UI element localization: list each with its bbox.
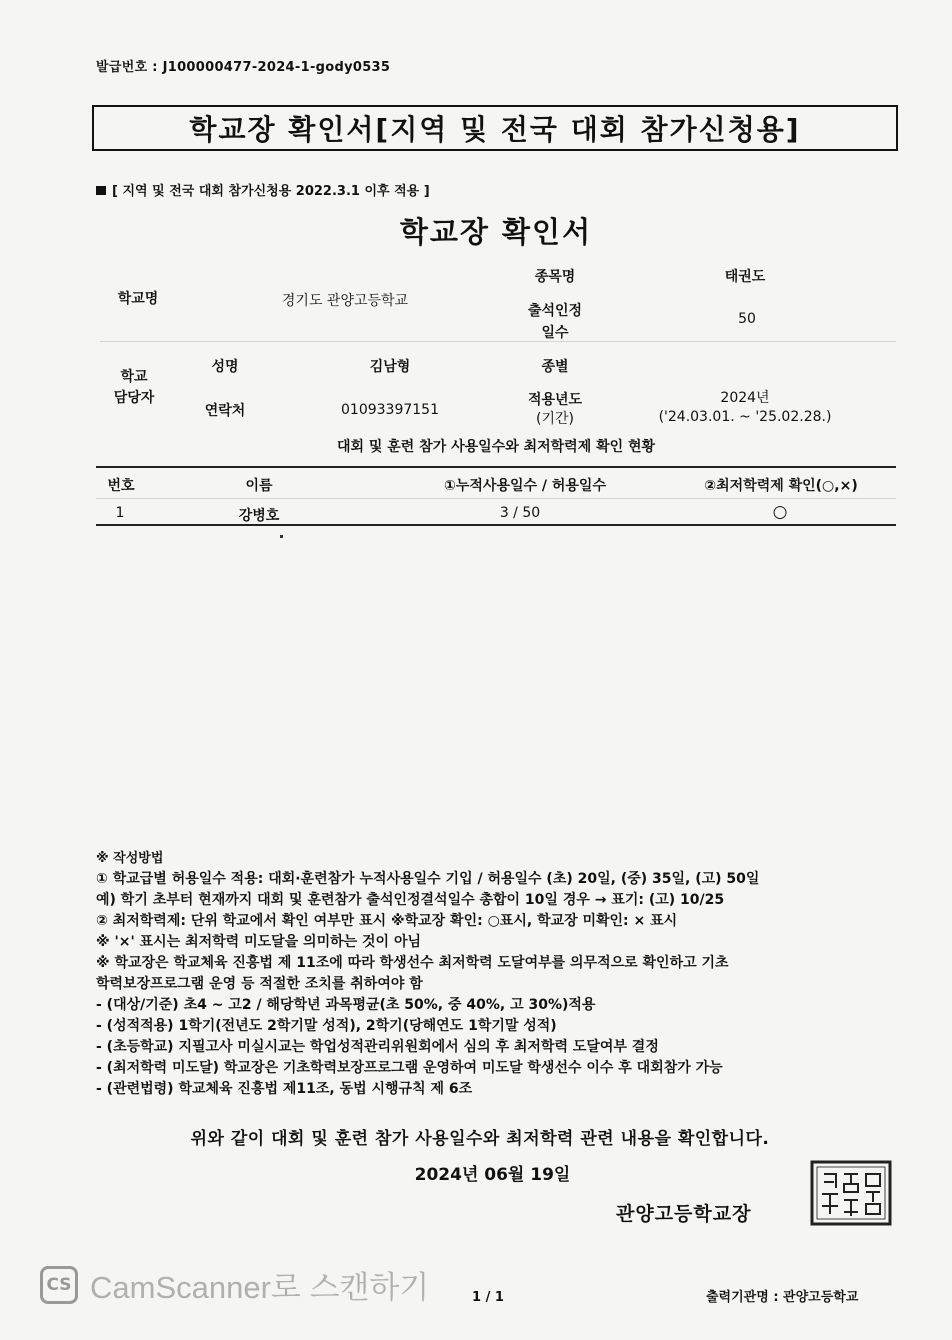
contact-value: 01093397151 xyxy=(341,402,439,418)
year-value: 2024년 xyxy=(720,390,770,406)
printer-label: 출력기관명 : 관양고등학교 xyxy=(706,1290,859,1305)
school-label: 학교명 xyxy=(117,291,159,307)
year-label-1: 적용년도 xyxy=(527,392,583,408)
table-top-rule xyxy=(96,466,896,468)
square-bullet-icon xyxy=(96,186,106,195)
note-line: - (초등학교) 지필고사 미실시교는 학업성적관리위원회에서 심의 후 최저학력 도달여부 결정 xyxy=(96,1039,659,1055)
year-label-2: (기간) xyxy=(536,411,574,427)
table-header-number: 번호 xyxy=(107,478,135,494)
note-line: - (대상/기준) 초4 ~ 고2 / 해당학년 과목평균(초 50%, 중 40%, 고 30%)적용 xyxy=(96,997,596,1013)
name-label: 성명 xyxy=(211,359,239,375)
subnote-text: [ 지역 및 전국 대회 참가신청용 2022.3.1 이후 적용 ] xyxy=(112,184,430,199)
divider xyxy=(100,341,896,342)
table-heading: 대회 및 훈련 참가 사용일수와 최저학력제 확인 현황 xyxy=(336,439,656,455)
table-row-name: 강병호 xyxy=(238,508,280,524)
camscanner-logo-icon: CS xyxy=(40,1266,78,1304)
name-value: 김남형 xyxy=(369,359,411,375)
note-line: ※ 작성방법 xyxy=(96,851,164,866)
event-label: 종별 xyxy=(541,359,569,375)
attendance-label-2: 일수 xyxy=(541,325,569,341)
school-value: 경기도 관양고등학교 xyxy=(281,293,409,309)
table-header-rule xyxy=(96,498,896,499)
table-row-number: 1 xyxy=(115,505,125,521)
note-line: - (관련법령) 학교체육 진흥법 제11조, 동법 시행규칙 제 6조 xyxy=(96,1081,473,1097)
box-title: 학교장 확인서[지역 및 전국 대회 참가신청용] xyxy=(92,105,898,151)
period-value: ('24.03.01. ~ '25.02.28.) xyxy=(658,409,832,425)
subnote xyxy=(96,180,430,199)
table-header-days: ①누적사용일수 / 허용일수 xyxy=(444,478,606,494)
note-line: 예) 학기 초부터 현재까지 대회 및 훈련참가 출석인정결석일수 총합이 10일 경우 → 표기: (고) 10/25 xyxy=(96,892,725,908)
note-line: ① 학교급별 허용일수 적용: 대회·훈련참가 누적사용일수 기입 / 허용일수 (초) 20일, (중) 35일, (고) 50일 xyxy=(96,871,760,887)
attendance-label-1: 출석인정 xyxy=(527,303,583,319)
page-indicator: 1 / 1 xyxy=(472,1290,504,1305)
contact-label: 연락처 xyxy=(204,403,246,419)
camscanner-watermark xyxy=(40,1262,429,1307)
document-title: 학교장 확인서 xyxy=(399,215,593,249)
manager-label-2: 담당자 xyxy=(113,390,155,406)
note-line: ※ '×' 표시는 최저학력 미도달을 의미하는 것이 아님 xyxy=(96,934,421,950)
sport-label: 종목명 xyxy=(534,269,576,285)
issue-number: 발급번호 : J100000477-2024-1-gody0535 xyxy=(96,60,391,75)
table-row-academic: ○ xyxy=(772,502,788,522)
table-row-days: 3 / 50 xyxy=(499,505,541,521)
attendance-value: 50 xyxy=(738,311,756,327)
issue-date: 2024년 06월 19일 xyxy=(414,1165,571,1185)
table-bottom-rule xyxy=(96,524,896,526)
speck xyxy=(280,535,283,538)
principal-name: 관양고등학교장 xyxy=(616,1203,752,1225)
sport-value: 태권도 xyxy=(724,269,766,285)
note-line: ※ 학교장은 학교체육 진흥법 제 11조에 따라 학생선수 최저학력 도달여부를 의무적으로 확인하고 기초 xyxy=(96,955,729,971)
camscanner-text: CamScanner로 스캔하기 xyxy=(90,1270,430,1305)
official-seal-icon xyxy=(810,1160,892,1226)
note-line: 학력보장프로그램 운영 등 적절한 조치를 취하여야 함 xyxy=(96,976,423,992)
manager-label-1: 학교 xyxy=(120,369,148,385)
closing-statement: 위와 같이 대회 및 훈련 참가 사용일수와 최저학력 관련 내용을 확인합니다. xyxy=(190,1129,770,1149)
writing-instructions xyxy=(96,848,759,1100)
note-line: - (최저학력 미도달) 학교장은 기초학력보장프로그램 운영하여 미도달 학생선수 이수 후 대회참가 가능 xyxy=(96,1060,723,1076)
note-line: - (성적적용) 1학기(전년도 2학기말 성적), 2학기(당해연도 1학기말 성적) xyxy=(96,1018,557,1034)
note-line: ② 최저학력제: 단위 학교에서 확인 여부만 표시 ※학교장 확인: ○표시, 학교장 미확인: × 표시 xyxy=(96,913,678,929)
table-header-academic: ②최저학력제 확인(○,×) xyxy=(704,478,858,494)
table-header-name: 이름 xyxy=(245,478,273,494)
